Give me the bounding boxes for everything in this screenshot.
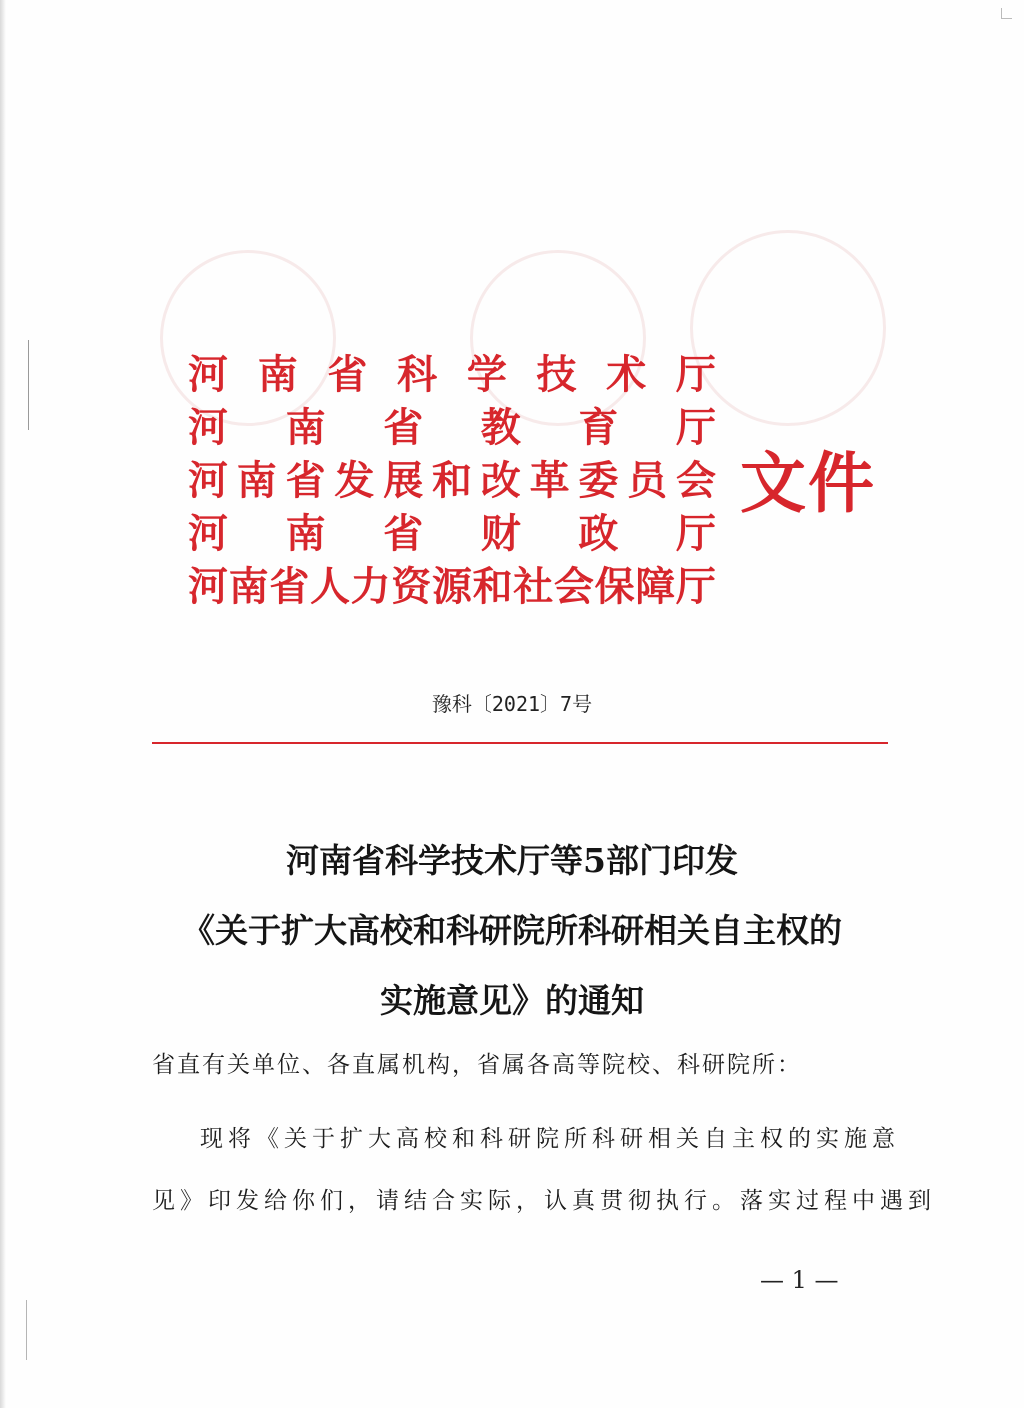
bleed-through-seal bbox=[690, 230, 886, 426]
body-paragraph: 见》印发给你们，请结合实际，认真贯彻执行。落实过程中遇到 bbox=[152, 1188, 936, 1214]
issuer-character: 河 bbox=[188, 351, 228, 398]
scan-edge-mark bbox=[28, 340, 29, 430]
issuer-character: 术 bbox=[606, 351, 647, 398]
issuer-character: 省 bbox=[383, 404, 424, 451]
issuer-character: 保 bbox=[594, 563, 635, 610]
issuer-character: 员 bbox=[627, 457, 668, 504]
body-paragraph: 现将《关于扩大高校和科研院所科研相关自主权的实施意 bbox=[200, 1126, 900, 1152]
issuer-character: 社 bbox=[513, 563, 554, 610]
issuer-character: 展 bbox=[383, 457, 424, 504]
title-line: 《关于扩大高校和科研院所科研相关自主权的 bbox=[182, 911, 842, 950]
issuer-character: 厅 bbox=[675, 563, 716, 610]
issuer-line bbox=[188, 401, 716, 454]
issuer-character: 河 bbox=[188, 563, 228, 610]
page-number: — 1 — bbox=[760, 1266, 839, 1294]
issuer-character: 财 bbox=[480, 510, 521, 557]
title-line: 实施意见》的通知 bbox=[380, 981, 644, 1020]
issuer-line bbox=[188, 454, 716, 507]
issuer-character: 和 bbox=[431, 457, 472, 504]
issuer-character: 技 bbox=[536, 351, 577, 398]
issuing-authorities bbox=[188, 348, 716, 613]
scan-corner-mark bbox=[1001, 8, 1012, 19]
issuer-character: 和 bbox=[472, 563, 513, 610]
issuer-character: 源 bbox=[431, 563, 472, 610]
issuer-character: 资 bbox=[391, 563, 432, 610]
title-line: 河南省科学技术厅等5部门印发 bbox=[286, 841, 738, 880]
issuer-line bbox=[188, 507, 716, 560]
issuer-character: 河 bbox=[188, 404, 228, 451]
issuer-character: 政 bbox=[578, 510, 619, 557]
issuer-character: 委 bbox=[578, 457, 619, 504]
document-number: 豫科〔2021〕7号 bbox=[431, 692, 593, 716]
issuer-character: 南 bbox=[285, 404, 326, 451]
issuer-character: 南 bbox=[257, 351, 298, 398]
issuer-character: 南 bbox=[285, 510, 326, 557]
issuer-character: 人 bbox=[309, 563, 350, 610]
issuer-character: 厅 bbox=[675, 510, 716, 557]
issuer-character: 教 bbox=[480, 404, 521, 451]
issuer-character: 会 bbox=[675, 457, 716, 504]
issuer-character: 南 bbox=[236, 457, 277, 504]
issuer-line bbox=[188, 348, 716, 401]
issuer-line bbox=[188, 560, 716, 613]
issuer-character: 力 bbox=[350, 563, 391, 610]
issuer-character: 省 bbox=[327, 351, 368, 398]
issuer-character: 育 bbox=[578, 404, 619, 451]
red-divider-line bbox=[152, 742, 888, 744]
issuer-character: 革 bbox=[529, 457, 570, 504]
issuer-character: 学 bbox=[466, 351, 507, 398]
issuer-character: 河 bbox=[188, 457, 228, 504]
issuer-character: 南 bbox=[228, 563, 269, 610]
document-type-label: 文件 bbox=[740, 445, 876, 522]
issuer-character: 厅 bbox=[675, 351, 716, 398]
issuer-character: 省 bbox=[383, 510, 424, 557]
issuer-character: 改 bbox=[480, 457, 521, 504]
issuer-character: 发 bbox=[334, 457, 375, 504]
salutation: 省直有关单位、各直属机构，省属各高等院校、科研院所： bbox=[152, 1052, 802, 1078]
document-title bbox=[120, 826, 904, 1036]
issuer-character: 河 bbox=[188, 510, 228, 557]
issuer-character: 会 bbox=[553, 563, 594, 610]
issuer-character: 省 bbox=[285, 457, 326, 504]
issuer-character: 省 bbox=[269, 563, 310, 610]
issuer-character: 障 bbox=[635, 563, 676, 610]
scan-edge-mark bbox=[26, 1300, 27, 1360]
issuer-character: 厅 bbox=[675, 404, 716, 451]
issuer-character: 科 bbox=[397, 351, 438, 398]
